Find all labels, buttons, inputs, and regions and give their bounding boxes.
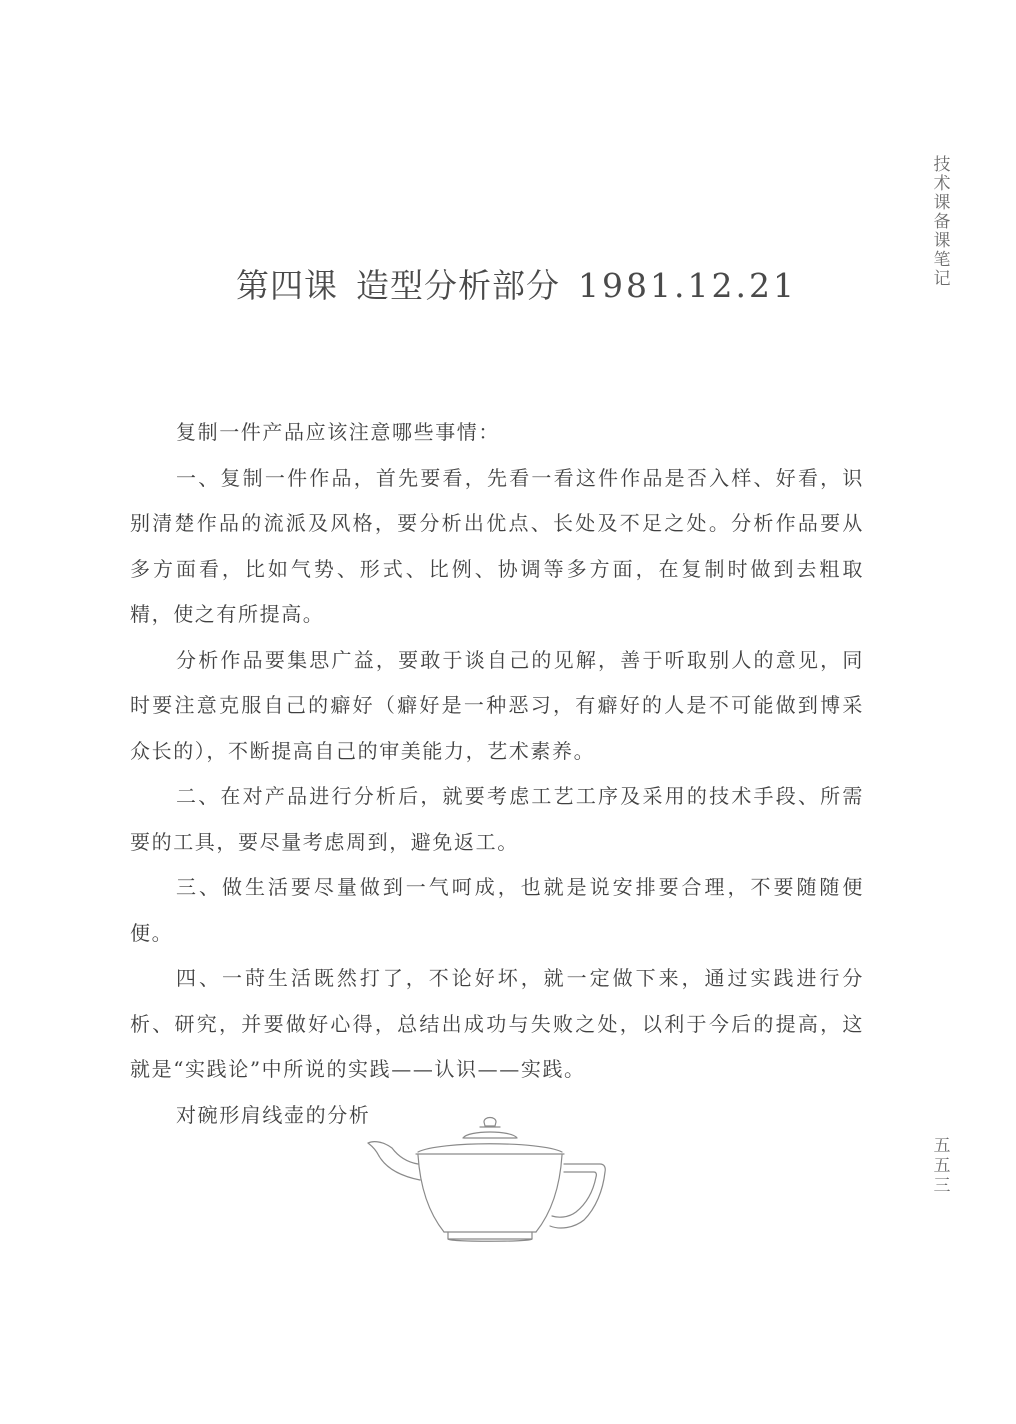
figure-caption: 对碗形肩线壶的分析 xyxy=(176,1102,371,1127)
paragraph: 二、在对产品进行分析后，就要考虑工艺工序及采用的技术手段、所需要的工具，要尽量考虑周到，避免返工。 xyxy=(130,784,864,854)
lesson-date: 1981.12.21 xyxy=(578,266,797,305)
paragraph: 分析作品要集思广益，要敢于谈自己的见解，善于听取别人的意见，同时要注意克服自己的癖好（癖好是一种恶习，有癖好的人是不可能做到博采众长的），不断提高自己的审美能力，艺术素养。 xyxy=(130,647,864,763)
lesson-title xyxy=(236,266,797,306)
paragraph: 一、复制一件作品，首先要看，先看一看这件作品是否入样、好看，识别清楚作品的流派及风格，要分析出优点、长处及不足之处。分析作品要从多方面看，比如气势、形式、比例、协调等多方面，在复制时做到去粗取精，使之有所提高。 xyxy=(130,465,864,626)
lesson-number: 第四课 xyxy=(236,266,338,305)
body-text xyxy=(130,410,864,1138)
teapot-icon xyxy=(360,1108,620,1256)
lesson-topic: 造型分析部分 xyxy=(356,266,560,305)
paragraph: 三、做生活要尽量做到一气呵成，也就是说安排要合理，不要随随便便。 xyxy=(130,875,864,945)
page-number: 五五三 xyxy=(933,1136,951,1196)
paragraph: 四、一莳生活既然打了，不论好坏，就一定做下来，通过实践进行分析、研究，并要做好心得，总结出成功与失败之处，以利于今后的提高，这就是“实践论”中所说的实践——认识——实践。 xyxy=(130,966,864,1081)
running-head: 技术课备课笔记 xyxy=(933,155,951,289)
paragraph: 复制一件产品应该注意哪些事情： xyxy=(176,420,500,444)
